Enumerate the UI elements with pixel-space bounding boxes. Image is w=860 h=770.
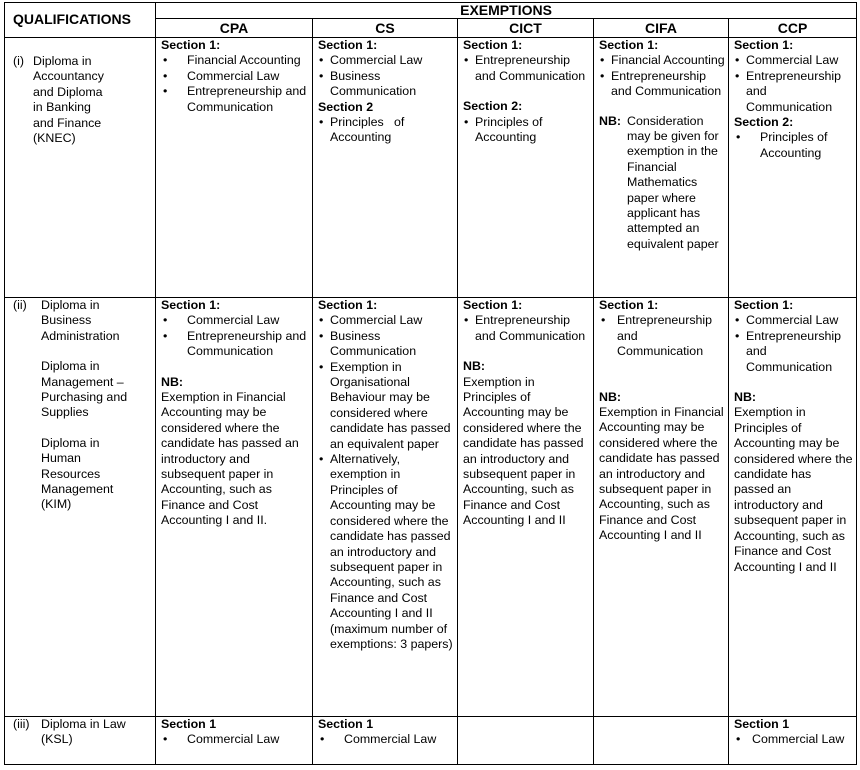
note-label: NB:: [599, 113, 622, 128]
qualification-cell: [5, 298, 156, 717]
note-text: Exemption in Financial Accounting may be considered where the candidate has passed an introductory and subsequent paper in Accounting, such as Finance and Cost Accounting I and II.: [161, 390, 299, 528]
row-number: (i): [13, 54, 25, 68]
exemption-item: • Entrepreneurship and Communication: [463, 53, 590, 84]
qualification-cell: [5, 717, 156, 765]
column-header-ccp: CCP: [729, 19, 857, 38]
exemption-item: • Business Communication: [318, 329, 454, 360]
qualification-name: Diploma in Human Resources Management (KIM): [41, 435, 114, 512]
exemption-item: • Principles of Accounting: [734, 130, 853, 161]
section-label: Section 2: [318, 99, 374, 114]
exemption-item: • Entrepreneurship and Communication: [734, 69, 853, 115]
exemption-item: • Financial Accounting: [161, 53, 309, 68]
section-label: Section 1:: [318, 38, 378, 52]
table-row: [5, 298, 857, 717]
cs-cell: [313, 298, 458, 717]
column-header-cpa: CPA: [156, 19, 313, 38]
section-label: Section 2:: [463, 99, 523, 114]
note-text: Exemption in Principles of Accounting may be considered where the candidate has passed an introductory and subsequent paper in Accounting, such as Finance and Cost Accounting I and II: [463, 374, 584, 528]
note-text: Exemption in Principles of Accounting may be considered where the candidate has passed an introductory and subsequent paper in Accounting, such as Finance and Cost Accounting I and II: [734, 405, 853, 574]
note-label: NB:: [599, 389, 622, 404]
exemption-item: • Entrepreneurship and Communication: [161, 329, 309, 360]
header-row-top: [5, 3, 857, 19]
exemption-item: • Alternatively, exemption in Principles of Accounting may be considered where the candidate has passed an introductory and subsequent paper in Accounting, such as Finance and Cost Accounting I and II (maximum number of exemptions: 3 papers): [318, 452, 454, 652]
note-label: NB:: [734, 390, 757, 405]
cict-cell: [458, 717, 594, 765]
section-label: Section 1: [734, 717, 790, 731]
qualification-name: Diploma in Business Administration: [41, 298, 120, 343]
exemption-item: • Commercial Law: [734, 732, 853, 747]
cs-cell: [313, 717, 458, 765]
cict-cell: [458, 38, 594, 298]
row-number: (iii): [13, 717, 30, 731]
ccp-cell: [729, 717, 857, 765]
exemption-item: • Entrepreneurship and Communication: [161, 84, 309, 115]
exemption-item: • Commercial Law: [318, 313, 454, 328]
column-header-cifa: CIFA: [594, 19, 729, 38]
section-label: Section 1: [161, 717, 217, 731]
exemptions-table: [4, 2, 857, 765]
section-label: Section 1:: [463, 298, 523, 312]
exemption-item: • Entrepreneurship and Communication: [599, 69, 725, 100]
cifa-cell: [594, 38, 729, 298]
column-header-cs: CS: [313, 19, 458, 38]
section-label: Section 1:: [161, 38, 221, 52]
exemption-item: • Business Communication: [318, 69, 454, 100]
note-text: Consideration may be given for exemption in the Financial Mathematics paper where applicant has attempted an equivalent paper: [627, 113, 719, 251]
section-label: Section 1:: [161, 298, 221, 312]
exemption-item: • Commercial Law: [734, 53, 853, 68]
qualification-name: Diploma in Law (KSL): [41, 717, 126, 747]
cpa-cell: [156, 298, 313, 717]
exemption-item: • Financial Accounting: [599, 53, 725, 68]
cpa-cell: [156, 38, 313, 298]
column-header-cict: CICT: [458, 19, 594, 38]
note-label: NB:: [161, 374, 184, 389]
note-label: NB:: [463, 359, 486, 374]
exemption-item: • Entrepreneurship and Communication: [463, 313, 590, 344]
exemption-item: • Entrepreneurship and Communication: [734, 329, 853, 375]
exemption-item: • Exemption in Organisational Behaviour may be considered where candidate has passed an equivalent paper: [318, 360, 454, 452]
ccp-cell: [729, 38, 857, 298]
exemption-item: • Commercial Law: [161, 313, 309, 328]
qualification-name: Diploma in Accountancy and Diploma in Banking and Finance (KNEC): [33, 54, 104, 146]
table-row: [5, 38, 857, 298]
exemption-item: • Commercial Law: [318, 732, 454, 747]
section-label: Section 2:: [734, 115, 794, 130]
note: [599, 114, 725, 253]
cpa-cell: [156, 717, 313, 765]
exemption-item: • Commercial Law: [318, 53, 454, 68]
section-label: Section 1:: [599, 38, 659, 52]
exemption-item: • Commercial Law: [161, 69, 309, 84]
section-label: Section 1:: [599, 298, 659, 312]
qualifications-header: QUALIFICATIONS: [5, 3, 156, 38]
qualification-cell: [5, 38, 156, 298]
exemption-item: • Commercial Law: [161, 732, 309, 747]
row-number: (ii): [13, 298, 27, 312]
section-label: Section 1:: [734, 38, 794, 52]
exemption-item: • Commercial Law: [734, 313, 853, 328]
section-label: Section 1:: [463, 38, 523, 52]
cifa-cell: [594, 717, 729, 765]
ccp-cell: [729, 298, 857, 717]
exemption-item: • Principles of Accounting: [463, 115, 590, 146]
exemption-item: • Entrepreneurship and Communication: [599, 313, 725, 359]
table-row: [5, 717, 857, 765]
section-label: Section 1:: [318, 298, 378, 312]
section-label: Section 1:: [734, 298, 794, 312]
section-label: Section 1: [318, 717, 374, 731]
cs-cell: [313, 38, 458, 298]
exemptions-header: EXEMPTIONS: [156, 3, 857, 19]
note-text: Exemption in Financial Accounting may be considered where the candidate has passed an introductory and subsequent paper in Accounting, such as Finance and Cost Accounting I and II: [599, 405, 724, 543]
qualification-name: Diploma in Management – Purchasing and Supplies: [41, 359, 128, 420]
cict-cell: [458, 298, 594, 717]
cifa-cell: [594, 298, 729, 717]
exemption-item: • Principles of Accounting: [318, 115, 454, 146]
